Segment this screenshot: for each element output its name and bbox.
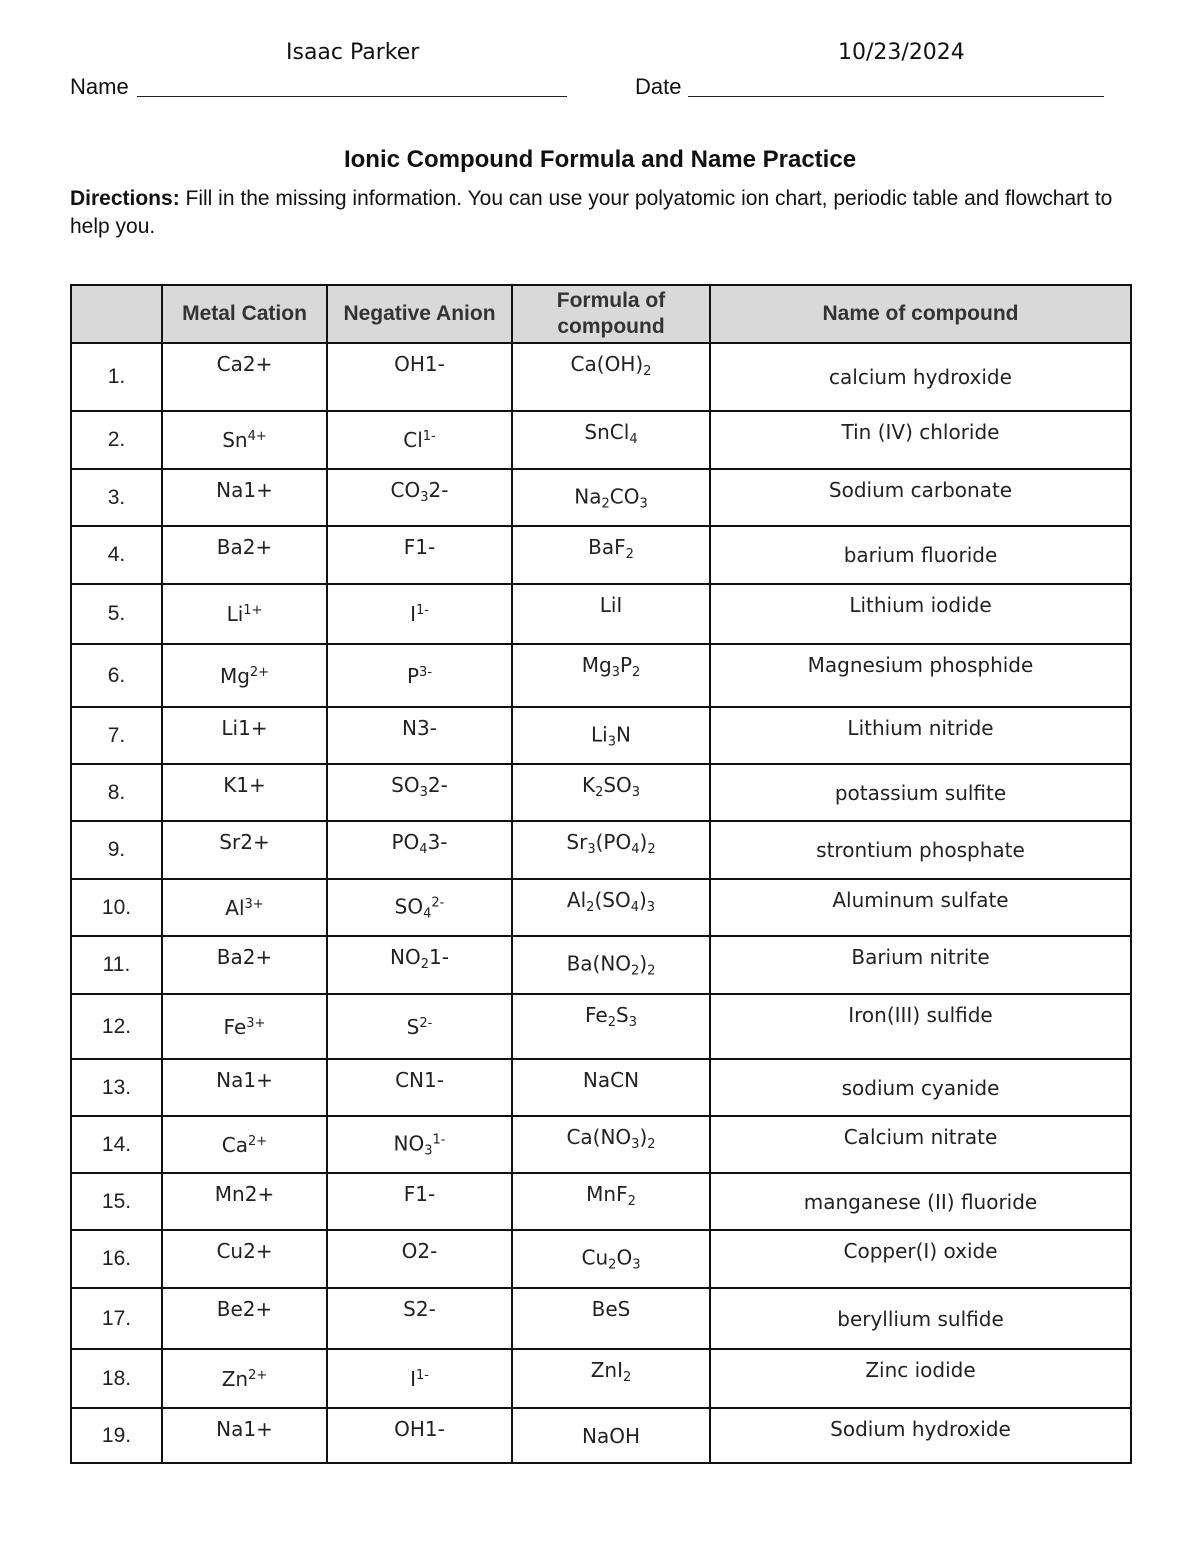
cell-compound-name-text: Magnesium phosphide bbox=[807, 653, 1034, 677]
cell-row-number: 14. bbox=[71, 1116, 162, 1173]
cell-row-number: 9. bbox=[71, 821, 162, 879]
date-line[interactable] bbox=[688, 96, 1104, 97]
cell-formula-text: $Na_2CO_3$ bbox=[574, 484, 648, 511]
cell-metal-cation-text: Mn2+ bbox=[214, 1182, 275, 1206]
cell-row-number: 3. bbox=[71, 469, 162, 526]
cell-compound-name[interactable] bbox=[710, 1059, 1131, 1116]
cell-negative-anion-text: F1- bbox=[403, 535, 436, 559]
date-label: Date bbox=[635, 74, 682, 99]
cell-negative-anion-text: N3- bbox=[402, 716, 437, 740]
cell-compound-name-text: sodium cyanide bbox=[841, 1075, 1000, 1100]
cell-row-number: 5. bbox=[71, 584, 162, 644]
cell-negative-anion-text: $CO_32-$ bbox=[390, 478, 449, 505]
cell-negative-anion-text: $Cl^{1-}$ bbox=[403, 428, 436, 452]
cell-negative-anion[interactable] bbox=[327, 343, 512, 411]
cell-formula-text: $Mg_3P_2$ bbox=[581, 653, 641, 680]
cell-compound-name[interactable] bbox=[710, 879, 1131, 936]
cell-compound-name[interactable] bbox=[710, 821, 1131, 879]
name-line[interactable] bbox=[137, 96, 567, 97]
table-row bbox=[71, 879, 1131, 936]
cell-compound-name[interactable] bbox=[710, 1288, 1131, 1349]
cell-compound-name[interactable] bbox=[710, 707, 1131, 764]
cell-negative-anion-text: $I^{1-}$ bbox=[410, 602, 429, 626]
cell-row-number: 15. bbox=[71, 1173, 162, 1230]
table-row bbox=[71, 994, 1131, 1059]
cell-metal-cation-text: Li1+ bbox=[221, 716, 268, 740]
cell-compound-name-text: Tin (IV) chloride bbox=[841, 420, 1000, 444]
cell-metal-cation[interactable] bbox=[162, 1288, 327, 1349]
table-row bbox=[71, 1230, 1131, 1288]
cell-formula[interactable] bbox=[512, 584, 710, 644]
cell-formula[interactable] bbox=[512, 526, 710, 584]
table-row bbox=[71, 343, 1131, 411]
cell-metal-cation[interactable] bbox=[162, 411, 327, 469]
table-row bbox=[71, 644, 1131, 707]
cell-compound-name-text: Sodium hydroxide bbox=[830, 1417, 1011, 1441]
cell-negative-anion[interactable] bbox=[327, 1408, 512, 1463]
cell-row-number: 4. bbox=[71, 526, 162, 584]
cell-negative-anion[interactable] bbox=[327, 644, 512, 707]
cell-negative-anion[interactable] bbox=[327, 764, 512, 821]
cell-negative-anion[interactable] bbox=[327, 821, 512, 879]
cell-negative-anion[interactable] bbox=[327, 879, 512, 936]
cell-metal-cation[interactable] bbox=[162, 1173, 327, 1230]
cell-metal-cation-text: Ba2+ bbox=[216, 535, 273, 559]
table-row bbox=[71, 707, 1131, 764]
cell-formula-text: NaOH bbox=[582, 1423, 640, 1448]
cell-negative-anion-text: $I^{1-}$ bbox=[410, 1366, 429, 1391]
cell-formula-text: SnCl$_4$ bbox=[584, 420, 638, 447]
header-compound-name: Name of compound bbox=[710, 285, 1131, 343]
cell-row-number: 18. bbox=[71, 1349, 162, 1408]
cell-row-number: 10. bbox=[71, 879, 162, 936]
cell-negative-anion[interactable] bbox=[327, 936, 512, 994]
cell-metal-cation[interactable] bbox=[162, 644, 327, 707]
cell-compound-name[interactable] bbox=[710, 411, 1131, 469]
cell-negative-anion[interactable] bbox=[327, 1059, 512, 1116]
header-metal-cation: Metal Cation bbox=[162, 285, 327, 343]
cell-compound-name[interactable] bbox=[710, 994, 1131, 1059]
cell-negative-anion-text: OH1- bbox=[394, 352, 445, 376]
cell-formula-text: $Ba(NO_2)_2$ bbox=[566, 951, 656, 979]
cell-formula-text: BaF$_2$ bbox=[588, 535, 634, 562]
cell-compound-name-text: beryllium sulfide bbox=[837, 1306, 1004, 1331]
cell-metal-cation[interactable] bbox=[162, 821, 327, 879]
directions bbox=[70, 185, 1130, 241]
cell-compound-name-text: calcium hydroxide bbox=[829, 365, 1012, 389]
cell-metal-cation[interactable] bbox=[162, 994, 327, 1059]
cell-metal-cation[interactable] bbox=[162, 343, 327, 411]
student-name-value: Isaac Parker bbox=[286, 40, 420, 65]
cell-formula[interactable] bbox=[512, 1349, 710, 1408]
cell-metal-cation[interactable] bbox=[162, 936, 327, 994]
cell-compound-name-text: strontium phosphate bbox=[816, 838, 1025, 862]
cell-formula-text: LiI bbox=[599, 593, 623, 617]
cell-negative-anion[interactable] bbox=[327, 1230, 512, 1288]
cell-negative-anion-text: $SO_32-$ bbox=[391, 773, 448, 800]
cell-compound-name[interactable] bbox=[710, 1230, 1131, 1288]
cell-metal-cation-text: $Li^{1+}$ bbox=[226, 602, 263, 626]
cell-negative-anion[interactable] bbox=[327, 707, 512, 764]
cell-metal-cation-text: K1+ bbox=[223, 773, 266, 797]
cell-metal-cation-text: Na1+ bbox=[216, 478, 273, 502]
cell-metal-cation-text: $Fe^{3+}$ bbox=[223, 1014, 266, 1039]
cell-compound-name[interactable] bbox=[710, 936, 1131, 994]
cell-formula[interactable] bbox=[512, 1408, 710, 1463]
cell-negative-anion[interactable] bbox=[327, 1173, 512, 1230]
cell-row-number: 17. bbox=[71, 1288, 162, 1349]
cell-formula-text: MnF$_2$ bbox=[586, 1182, 636, 1209]
cell-negative-anion-text: $PO_43-$ bbox=[391, 830, 448, 857]
cell-compound-name[interactable] bbox=[710, 1173, 1131, 1230]
cell-formula-text: $Fe_2S_3$ bbox=[585, 1003, 637, 1030]
table-row bbox=[71, 469, 1131, 526]
cell-formula[interactable] bbox=[512, 469, 710, 526]
cell-formula[interactable] bbox=[512, 1230, 710, 1288]
cell-row-number: 1. bbox=[71, 343, 162, 411]
table-row bbox=[71, 764, 1131, 821]
cell-compound-name-text: Sodium carbonate bbox=[828, 478, 1013, 502]
cell-metal-cation-text: Be2+ bbox=[216, 1297, 273, 1321]
name-label: Name bbox=[70, 74, 129, 99]
cell-negative-anion[interactable] bbox=[327, 411, 512, 469]
cell-formula-text: NaCN bbox=[582, 1068, 640, 1092]
cell-row-number: 7. bbox=[71, 707, 162, 764]
cell-formula[interactable] bbox=[512, 1116, 710, 1173]
header-number bbox=[71, 285, 162, 343]
cell-compound-name-text: Zinc iodide bbox=[865, 1358, 976, 1382]
cell-compound-name[interactable] bbox=[710, 1349, 1131, 1408]
cell-formula[interactable] bbox=[512, 644, 710, 707]
cell-compound-name[interactable] bbox=[710, 764, 1131, 821]
cell-negative-anion[interactable] bbox=[327, 469, 512, 526]
cell-metal-cation[interactable] bbox=[162, 469, 327, 526]
cell-negative-anion-text: CN1- bbox=[395, 1068, 444, 1092]
cell-formula[interactable] bbox=[512, 1059, 710, 1116]
cell-metal-cation[interactable] bbox=[162, 1116, 327, 1173]
table-row bbox=[71, 1173, 1131, 1230]
cell-compound-name-text: manganese (II) fluoride bbox=[803, 1189, 1038, 1214]
cell-metal-cation-text: Ba2+ bbox=[216, 945, 273, 969]
cell-compound-name-text: Copper(I) oxide bbox=[843, 1239, 998, 1263]
cell-negative-anion-text: $S^{2-}$ bbox=[406, 1014, 433, 1039]
cell-compound-name-text: Aluminum sulfate bbox=[832, 888, 1009, 912]
cell-negative-anion-text: $NO_21-$ bbox=[390, 945, 449, 972]
cell-formula[interactable] bbox=[512, 821, 710, 879]
cell-metal-cation-text: Na1+ bbox=[216, 1417, 273, 1441]
cell-negative-anion-text: $SO_4^{2-}$ bbox=[394, 894, 445, 921]
cell-formula[interactable] bbox=[512, 879, 710, 936]
cell-row-number: 19. bbox=[71, 1408, 162, 1463]
cell-compound-name[interactable] bbox=[710, 584, 1131, 644]
directions-text: Fill in the missing information. You can use your polyatomic ion chart, periodic table and flowchart to help you. bbox=[70, 187, 1113, 238]
table-row bbox=[71, 411, 1131, 469]
cell-negative-anion-text: F1- bbox=[403, 1182, 436, 1206]
cell-formula-text: $Al_2(SO_4)_3$ bbox=[566, 888, 656, 915]
cell-formula[interactable] bbox=[512, 707, 710, 764]
cell-negative-anion-text: $NO_3^{1-}$ bbox=[393, 1131, 446, 1158]
cell-formula[interactable] bbox=[512, 411, 710, 469]
cell-negative-anion-text: $P^{3-}$ bbox=[406, 663, 433, 688]
cell-compound-name-text: Barium nitrite bbox=[851, 945, 990, 969]
cell-formula[interactable] bbox=[512, 936, 710, 994]
cell-compound-name-text: Iron(III) sulfide bbox=[848, 1003, 993, 1027]
cell-formula-text: $K_2SO_3$ bbox=[581, 773, 641, 800]
table-body bbox=[71, 343, 1131, 1463]
table-header-row bbox=[71, 285, 1131, 343]
cell-formula[interactable] bbox=[512, 1173, 710, 1230]
cell-compound-name-text: Lithium nitride bbox=[847, 716, 994, 740]
cell-metal-cation[interactable] bbox=[162, 584, 327, 644]
cell-formula-text: ZnI$_2$ bbox=[590, 1358, 632, 1385]
cell-metal-cation-text: $Ca^{2+}$ bbox=[221, 1132, 268, 1157]
cell-row-number: 2. bbox=[71, 411, 162, 469]
cell-compound-name[interactable] bbox=[710, 526, 1131, 584]
cell-metal-cation[interactable] bbox=[162, 1349, 327, 1408]
cell-compound-name[interactable] bbox=[710, 1116, 1131, 1173]
cell-metal-cation-text: Sr2+ bbox=[219, 830, 270, 854]
cell-metal-cation[interactable] bbox=[162, 1230, 327, 1288]
table-row bbox=[71, 1059, 1131, 1116]
cell-metal-cation-text: Cu2+ bbox=[216, 1239, 273, 1263]
table-row bbox=[71, 1288, 1131, 1349]
cell-negative-anion-text: OH1- bbox=[394, 1417, 445, 1441]
cell-formula-text: $Ca(OH)_2$ bbox=[570, 352, 652, 379]
cell-row-number: 16. bbox=[71, 1230, 162, 1288]
cell-formula-text: BeS bbox=[591, 1297, 631, 1321]
compound-table bbox=[70, 284, 1132, 1464]
cell-formula[interactable] bbox=[512, 1288, 710, 1349]
cell-negative-anion[interactable] bbox=[327, 1116, 512, 1173]
cell-compound-name[interactable] bbox=[710, 1408, 1131, 1463]
cell-metal-cation-text: $Mg^{2+}$ bbox=[219, 663, 270, 688]
cell-row-number: 13. bbox=[71, 1059, 162, 1116]
cell-metal-cation-text: Ca2+ bbox=[216, 352, 273, 376]
cell-metal-cation-text: Na1+ bbox=[216, 1068, 273, 1092]
cell-metal-cation[interactable] bbox=[162, 1059, 327, 1116]
cell-compound-name[interactable] bbox=[710, 644, 1131, 707]
cell-row-number: 8. bbox=[71, 764, 162, 821]
cell-negative-anion[interactable] bbox=[327, 994, 512, 1059]
cell-metal-cation[interactable] bbox=[162, 1408, 327, 1463]
header-formula: Formula of compound bbox=[512, 285, 710, 343]
table-row bbox=[71, 526, 1131, 584]
table-row bbox=[71, 1408, 1131, 1463]
cell-negative-anion[interactable] bbox=[327, 526, 512, 584]
cell-formula-text: $Cu_2O_3$ bbox=[581, 1245, 641, 1273]
cell-negative-anion[interactable] bbox=[327, 1349, 512, 1408]
cell-formula[interactable] bbox=[512, 343, 710, 411]
cell-formula-text: $Sr_3(PO_4)_2$ bbox=[566, 830, 656, 857]
cell-metal-cation-text: $Zn^{2+}$ bbox=[221, 1366, 268, 1391]
cell-metal-cation[interactable] bbox=[162, 879, 327, 936]
cell-compound-name[interactable] bbox=[710, 343, 1131, 411]
cell-formula-text: $Li_3N$ bbox=[591, 722, 631, 749]
directions-label: Directions: bbox=[70, 187, 180, 210]
cell-negative-anion-text: O2- bbox=[401, 1239, 438, 1263]
cell-formula-text: $Ca(NO_3)_2$ bbox=[566, 1125, 656, 1152]
cell-compound-name[interactable] bbox=[710, 469, 1131, 526]
cell-row-number: 6. bbox=[71, 644, 162, 707]
cell-row-number: 11. bbox=[71, 936, 162, 994]
cell-negative-anion-text: S2- bbox=[403, 1297, 436, 1321]
cell-compound-name-text: potassium sulfite bbox=[834, 780, 1007, 805]
cell-metal-cation[interactable] bbox=[162, 764, 327, 821]
cell-formula[interactable] bbox=[512, 764, 710, 821]
cell-metal-cation[interactable] bbox=[162, 707, 327, 764]
cell-negative-anion[interactable] bbox=[327, 1288, 512, 1349]
cell-metal-cation-text: $Al^{3+}$ bbox=[225, 895, 264, 920]
table-row bbox=[71, 1116, 1131, 1173]
cell-compound-name-text: Calcium nitrate bbox=[843, 1125, 998, 1149]
cell-formula[interactable] bbox=[512, 994, 710, 1059]
page-title: Ionic Compound Formula and Name Practice bbox=[343, 146, 857, 173]
table-row bbox=[71, 1349, 1131, 1408]
header-negative-anion: Negative Anion bbox=[327, 285, 512, 343]
cell-metal-cation[interactable] bbox=[162, 526, 327, 584]
table-row bbox=[71, 936, 1131, 994]
date-value: 10/23/2024 bbox=[838, 40, 965, 65]
cell-row-number: 12. bbox=[71, 994, 162, 1059]
cell-compound-name-text: Lithium iodide bbox=[849, 593, 992, 617]
cell-metal-cation-text: $Sn^{4+}$ bbox=[222, 428, 267, 452]
cell-compound-name-text: barium fluoride bbox=[843, 543, 998, 567]
table-row bbox=[71, 584, 1131, 644]
cell-negative-anion[interactable] bbox=[327, 584, 512, 644]
table-row bbox=[71, 821, 1131, 879]
